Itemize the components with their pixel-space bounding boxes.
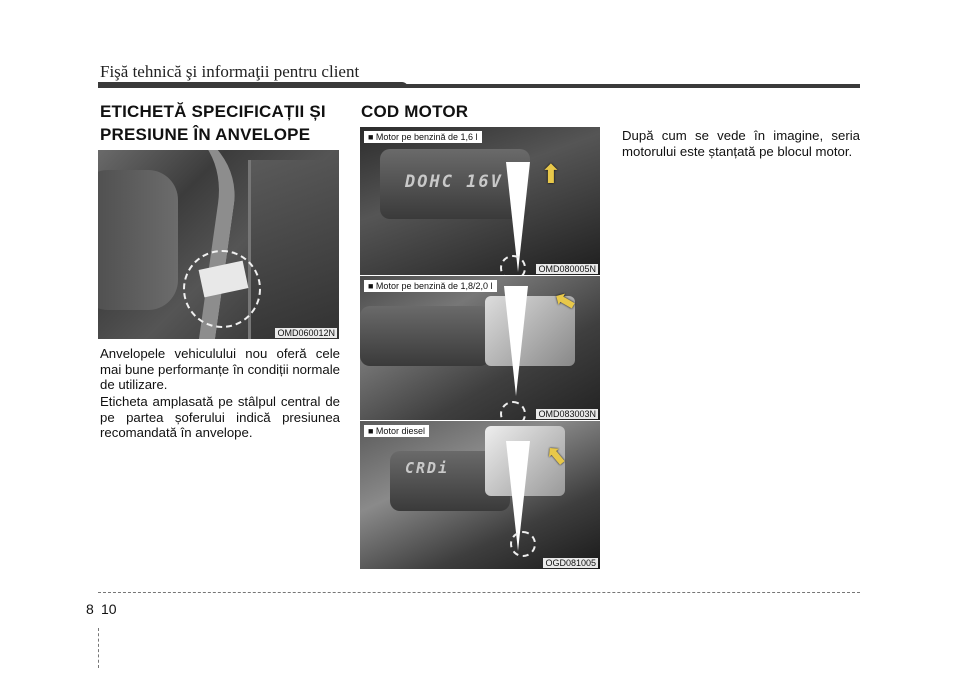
arrow-icon: ⬆ [547,284,584,319]
engine-type-tag: ■ Motor pe benzină de 1,6 l [364,131,482,143]
arrow-icon: ⬆ [540,159,562,189]
footer-divider [98,628,99,668]
tire-paragraph-1: Anvelopele vehiculului nou oferă cele mai bune performanțe în condiții normale de utilizare. [100,346,340,392]
highlight-circle [510,531,536,557]
tire-paragraph-2: Eticheta amplasată pe stâlpul central de pe partea șoferului indică presiunea recomandată în anvelope. [100,394,340,440]
page-number: 10 [101,601,117,617]
tire-label-photo [98,150,339,339]
photo-caption: OMD060012N [277,328,335,338]
engine-paragraph: După cum se vede în imagine, seria motorului este ștanțată pe blocul motor. [622,128,860,159]
photo-caption: OMD083003N [538,409,596,419]
arrow-icon: ⬆ [538,437,575,475]
pointer-shape [504,286,528,396]
engine-panel-petrol-18-20 [360,275,600,420]
engine-cover [360,306,490,366]
engine-logo: CRDi [405,459,450,477]
engine-type-tag: ■ Motor pe benzină de 1,8/2,0 l [364,280,497,292]
engine-logo: DOHC 16V [405,172,503,192]
engine-panel-petrol-16 [360,127,600,275]
chapter-number: 8 [86,601,94,617]
header-rule-accent [98,82,408,88]
photo-caption: OMD080005N [538,264,596,274]
door-panel [248,160,339,339]
highlight-circle [183,250,261,328]
engine-type-tag: ■ Motor diesel [364,425,429,437]
engine-section-title: COD MOTOR [361,102,469,121]
photo-caption: OGD081005 [545,558,596,568]
header-title: Fişă tehnică şi informaţii pentru client [100,62,360,81]
engine-panel-diesel [360,420,600,569]
tire-section-title: ETICHETĂ SPECIFICAȚII ȘI PRESIUNE ÎN ANVELOPE [100,102,326,144]
engine-photos [360,127,600,569]
footer-rule [98,592,860,593]
